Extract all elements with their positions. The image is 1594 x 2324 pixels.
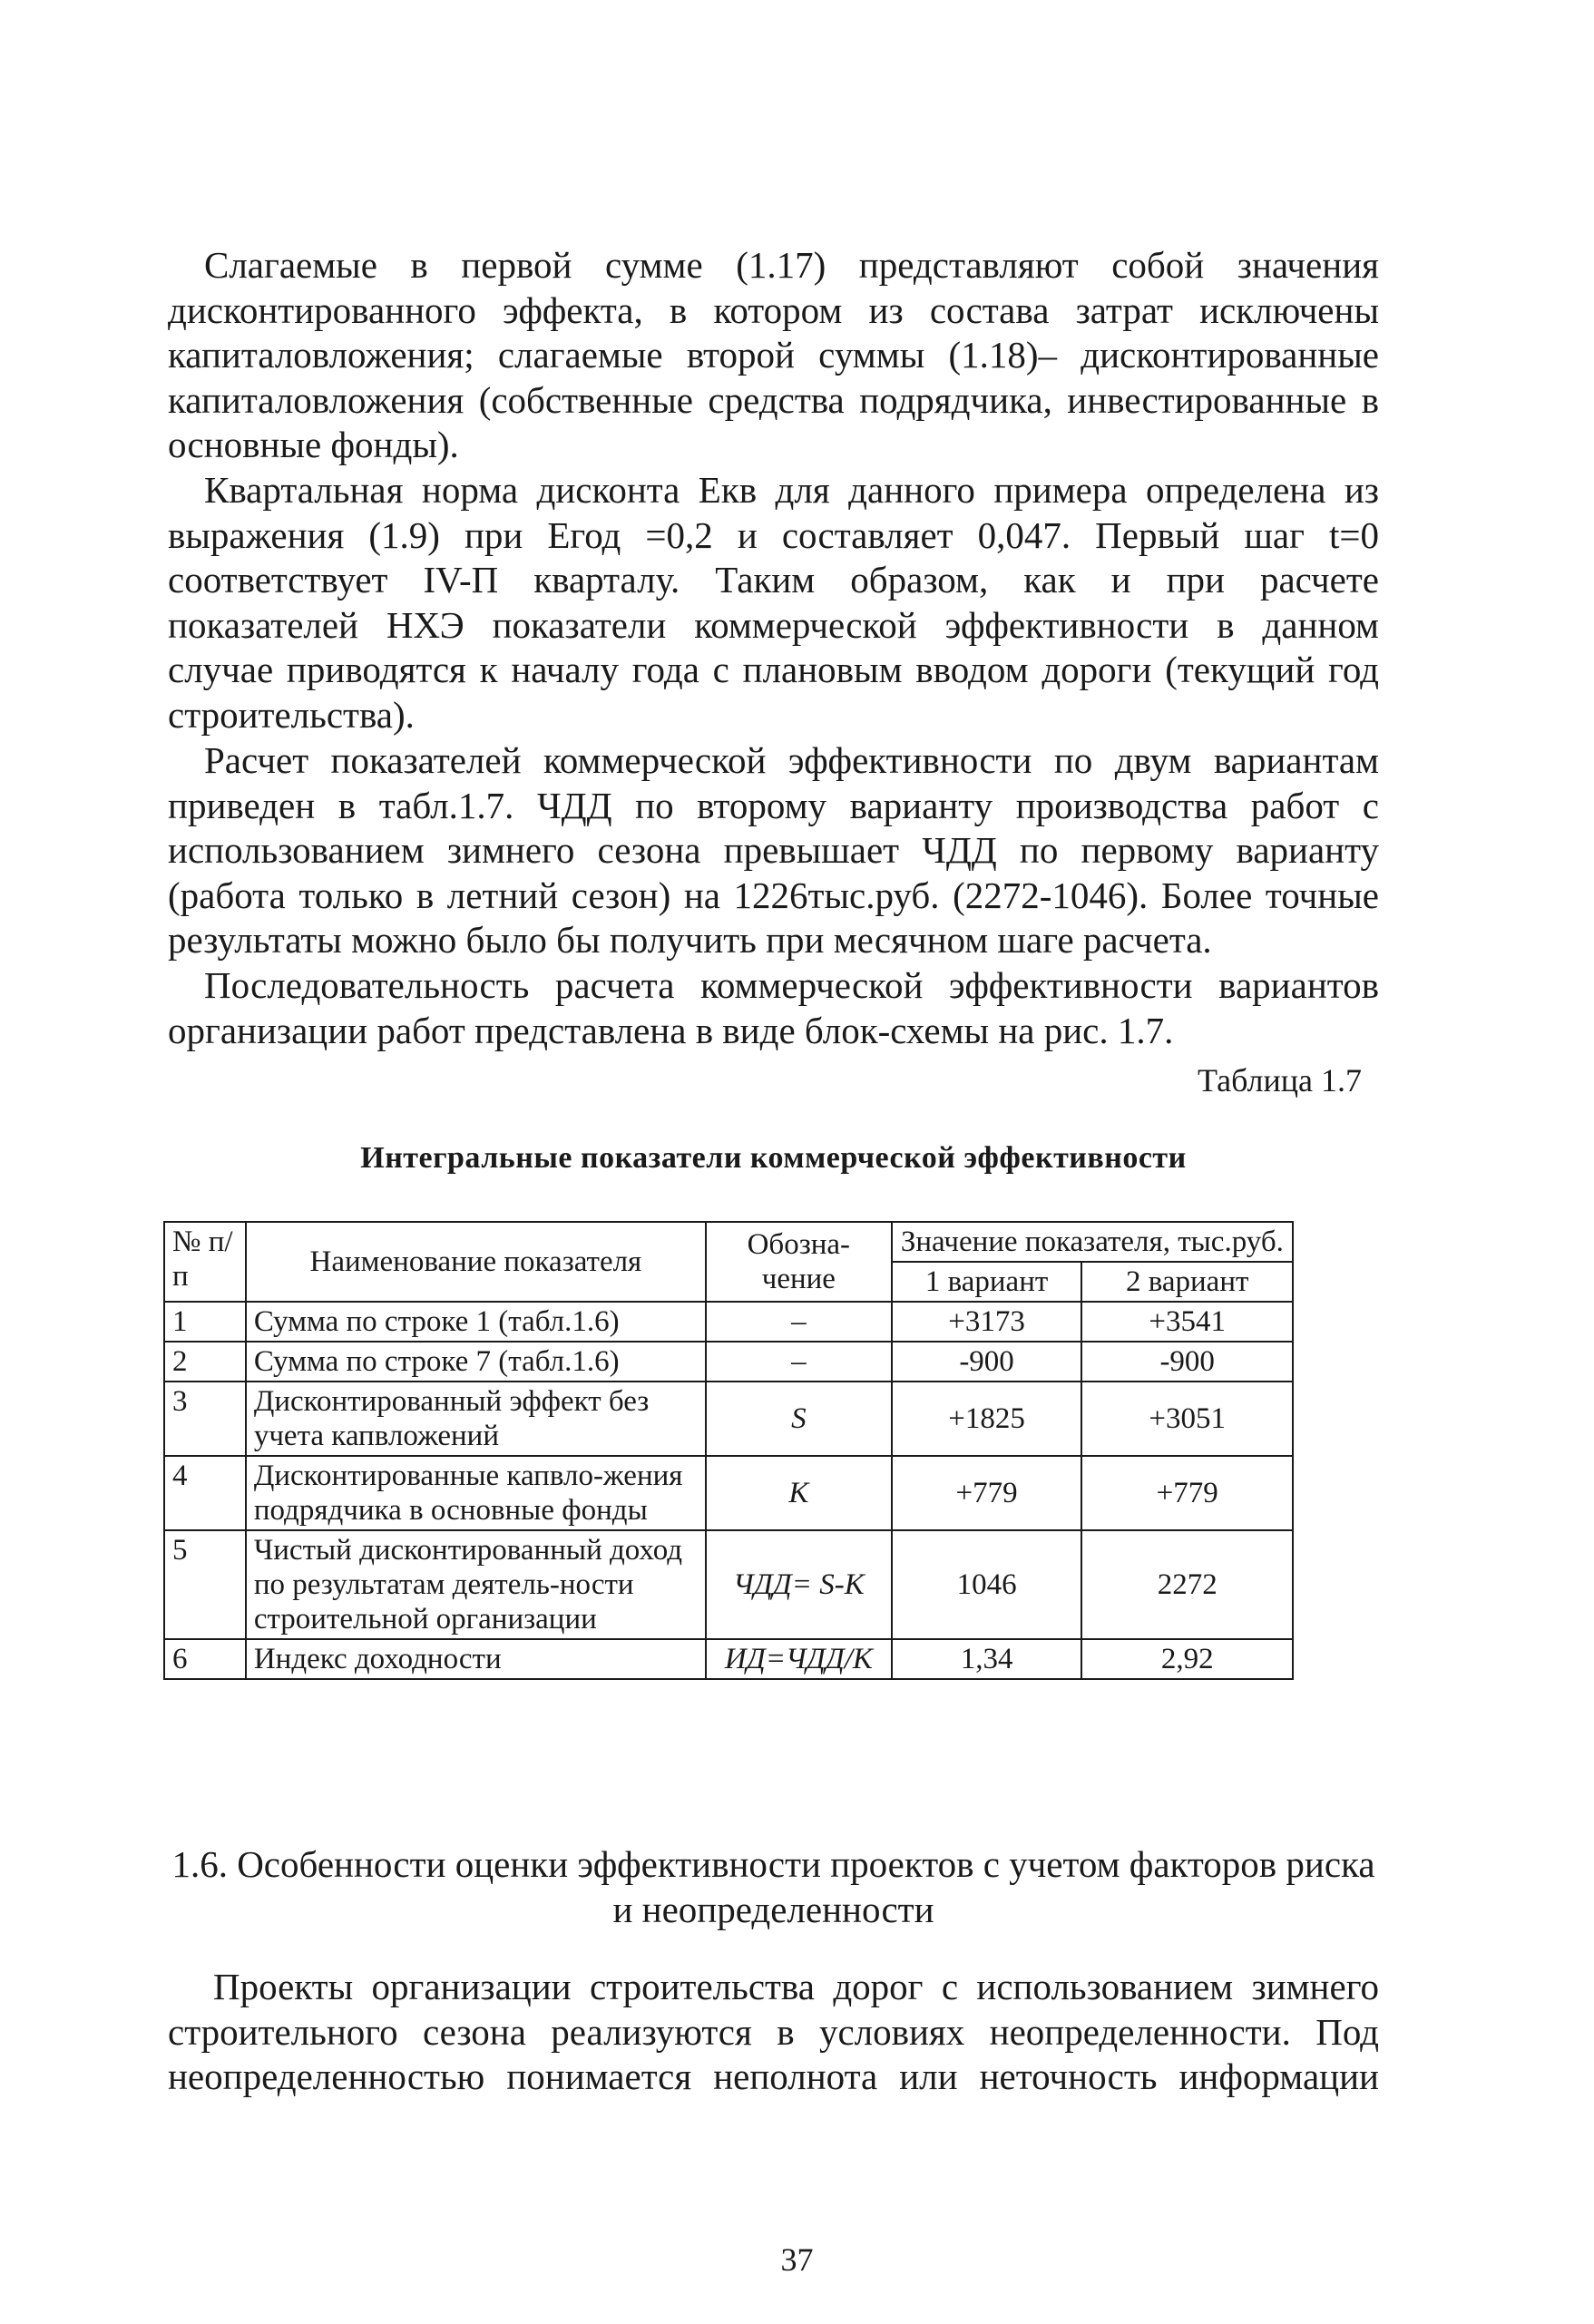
paragraph-2 xyxy=(168,468,1379,737)
text-line: капиталовложения (собственные средства подрядчика, инвестированные в xyxy=(168,378,1379,421)
row-v2: +3541 xyxy=(1081,1302,1293,1342)
row-symbol-text: K xyxy=(788,1477,809,1509)
text-line: использованием зимнего сезона превышает ЧДД по первому варианту xyxy=(168,829,1379,871)
paragraph-1 xyxy=(168,243,1379,468)
text-line: строительного сезона реализуются в условиях неопределенности. Под xyxy=(168,2010,1379,2053)
row-name: Чистый дисконтированный доход по результатам деятель-ности строительной организации xyxy=(246,1530,706,1639)
row-name: Дисконтированные капвло-жения подрядчика в основные фонды xyxy=(246,1456,706,1530)
row-symbol: – xyxy=(706,1302,892,1342)
row-num: 3 xyxy=(164,1382,246,1456)
header-symbol: Обозна-чение xyxy=(706,1222,892,1302)
text-line: дисконтированного эффекта, в котором из состава затрат исключены xyxy=(168,288,1379,331)
row-v2: -900 xyxy=(1081,1342,1293,1382)
text-line: основные фонды). xyxy=(168,424,459,465)
text-line: (работа только в летний сезон) на 1226тыс.руб. (2272-1046). Более точные xyxy=(168,874,1379,916)
row-v2: +779 xyxy=(1081,1456,1293,1530)
table-title: Интегральные показатели коммерческой эффективности xyxy=(360,1141,1187,1175)
row-num: 2 xyxy=(164,1342,246,1382)
table-row xyxy=(164,1639,1293,1679)
text-line: результаты можно было бы получить при месячном шаге расчета. xyxy=(168,919,1212,961)
text-line: капиталовложения; слагаемые второй суммы (1.18)– дисконтированные xyxy=(168,334,1379,376)
text-line: Квартальная норма дисконта Eкв для данного примера определена из xyxy=(204,469,1379,511)
text-line: приведен в табл.1.7. ЧДД по второму варианту производства работ с xyxy=(168,784,1379,826)
table-row xyxy=(164,1382,1293,1456)
row-num: 1 xyxy=(164,1302,246,1342)
row-name: Сумма по строке 1 (табл.1.6) xyxy=(246,1302,706,1342)
text-line: Слагаемые в первой сумме (1.17) представляют собой значения xyxy=(204,244,1379,286)
row-symbol-text: S xyxy=(791,1402,807,1435)
row-v1: +1825 xyxy=(892,1382,1082,1456)
row-symbol xyxy=(706,1639,892,1679)
text-line: Расчет показателей коммерческой эффективности по двум вариантам xyxy=(204,739,1379,781)
paragraph-4 xyxy=(168,963,1379,1053)
row-num: 5 xyxy=(164,1530,246,1639)
header-name: Наименование показателя xyxy=(246,1222,706,1302)
text-line: неопределенностью понимается неполнота или неточность информации xyxy=(168,2055,1379,2097)
row-v1: 1046 xyxy=(892,1530,1082,1639)
text-line: показателей НХЭ показатели коммерческой эффективности в данном xyxy=(168,603,1379,646)
table-header-row xyxy=(164,1222,1293,1262)
row-num: 6 xyxy=(164,1639,246,1679)
paragraph-5 xyxy=(168,1965,1379,2100)
text-line: строительства). xyxy=(168,693,415,736)
row-name: Сумма по строке 7 (табл.1.6) xyxy=(246,1342,706,1382)
row-v2: +3051 xyxy=(1081,1382,1293,1456)
row-symbol-text: ИД=ЧДД/К xyxy=(724,1643,873,1675)
paragraph-3 xyxy=(168,738,1379,963)
header-value: Значение показателя, тыс.руб. xyxy=(892,1222,1293,1262)
row-symbol xyxy=(706,1382,892,1456)
row-v1: 1,34 xyxy=(892,1639,1082,1679)
row-v1: -900 xyxy=(892,1342,1082,1382)
header-variant-1: 1 вариант xyxy=(892,1262,1082,1302)
text-line: Проекты организации строительства дорог с использованием зимнего xyxy=(213,1966,1379,2007)
text-line: случае приводятся к началу года с плановым вводом дороги (текущий год xyxy=(168,649,1379,690)
page-number: 37 xyxy=(780,2241,814,2278)
row-name: Дисконтированный эффект без учета капвложений xyxy=(246,1382,706,1456)
table-row xyxy=(164,1530,1293,1639)
row-num: 4 xyxy=(164,1456,246,1530)
text-line: выражения (1.9) при Eгод =0,2 и составляет 0,047. Первый шаг t=0 xyxy=(168,513,1379,556)
table-row xyxy=(164,1302,1293,1342)
table-row xyxy=(164,1342,1293,1382)
text-line: Последовательность расчета коммерческой эффективности вариантов xyxy=(204,964,1379,1006)
row-symbol: – xyxy=(706,1342,892,1382)
row-symbol xyxy=(706,1530,892,1639)
row-v1: +3173 xyxy=(892,1302,1082,1342)
row-symbol-text: ЧДД= S-K xyxy=(732,1568,865,1601)
row-v2: 2272 xyxy=(1081,1530,1293,1639)
text-line: соответствует IV-П кварталу. Таким образом, как и при расчете xyxy=(168,559,1379,601)
row-v1: +779 xyxy=(892,1456,1082,1530)
row-symbol xyxy=(706,1456,892,1530)
table-row xyxy=(164,1456,1293,1530)
row-v2: 2,92 xyxy=(1081,1639,1293,1679)
table-caption: Таблица 1.7 xyxy=(1198,1062,1362,1099)
section-heading: 1.6. Особенности оценки эффективности проектов с учетом факторов риска и неопределенности xyxy=(171,1843,1375,1930)
row-name: Индекс доходности xyxy=(246,1639,706,1679)
indicators-table xyxy=(163,1221,1294,1680)
text-line: организации работ представлена в виде блок-схемы на рис. 1.7. xyxy=(168,1009,1174,1051)
header-num: № п/п xyxy=(164,1222,246,1302)
header-variant-2: 2 вариант xyxy=(1081,1262,1293,1302)
